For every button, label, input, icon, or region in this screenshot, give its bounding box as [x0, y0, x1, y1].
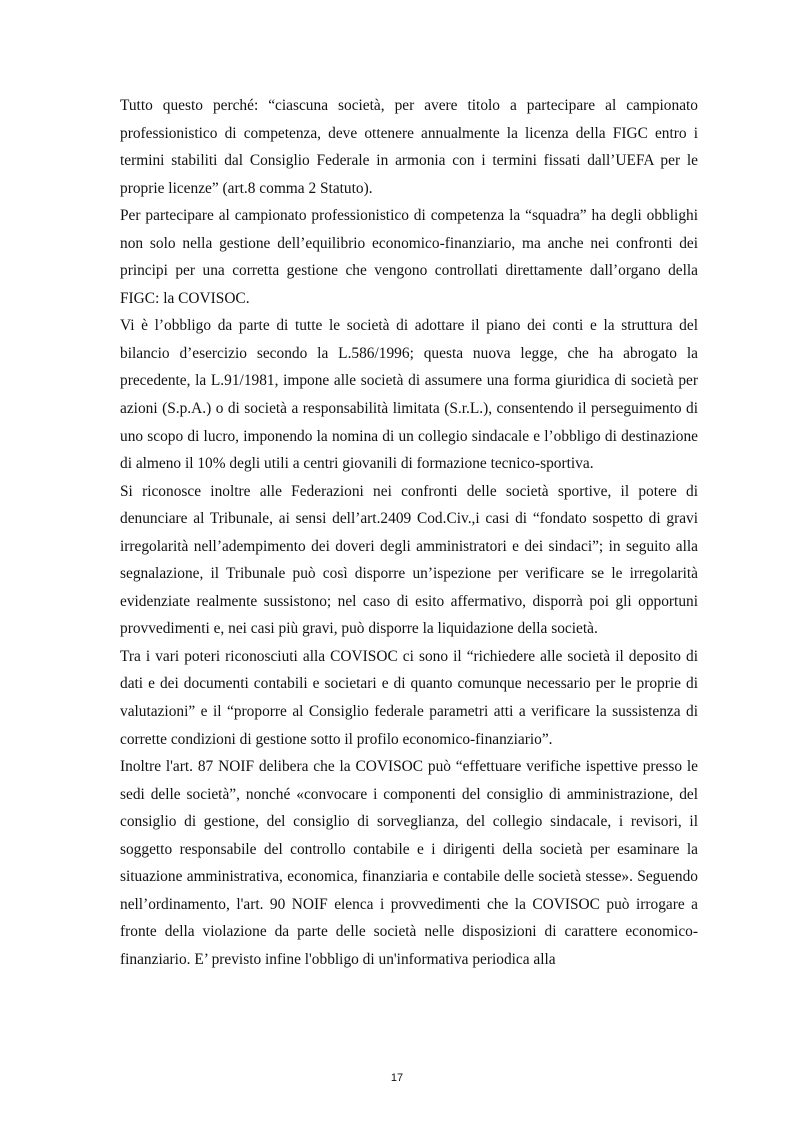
document-body	[120, 92, 698, 974]
paragraph-3: Vi è l’obbligo da parte di tutte le società di adottare il piano dei conti e la struttura del bilancio d’esercizio secondo la L.586/1996; questa nuova legge, che ha abrogato la precedente, la L.91/1981, impone alle società di assumere una forma giuridica di società per azioni (S.p.A.) o di società a responsabilità limitata (S.r.L.), consentendo il perseguimento di uno scopo di lucro, imponendo la nomina di un collegio sindacale e l’obbligo di destinazione di almeno il 10% degli utili a centri giovanili di formazione tecnico-sportiva.	[120, 317, 698, 473]
paragraph-5: Tra i vari poteri riconosciuti alla COVISOC ci sono il “richiedere alle società il deposito di dati e dei documenti contabili e societari e di quanto comunque necessario per le proprie di valutazioni” e il “proporre al Consiglio federale parametri atti a verificare la sussistenza di corrette condizioni di gestione sotto il profilo economico-finanziario”.	[120, 647, 698, 748]
paragraph-6: Inoltre l'art. 87 NOIF delibera che la COVISOC può “effettuare verifiche ispettive presso le sedi delle società”, nonché «convocare i componenti del consiglio di amministrazione, del consiglio di gestione, del consiglio di sorveglianza, del collegio sindacale, i revisori, il soggetto responsabile del controllo contabile e i dirigenti della società per esaminare la situazione amministrativa, economica, finanziaria e contabile delle società stesse». Seguendo nell’ordinamento, l'art. 90 NOIF elenca i provvedimenti che la COVISOC può irrogare a fronte della violazione da parte delle società nelle disposizioni di carattere economico-finanziario. E’ previsto infine l'obbligo di un'informativa periodica alla	[120, 758, 698, 968]
paragraph-1: Tutto questo perché: “ciascuna società, per avere titolo a partecipare al campionato professionistico di competenza, deve ottenere annualmente la licenza della FIGC entro i termini stabiliti dal Consiglio Federale in armonia con i termini fissati dall’UEFA per le proprie licenze” (art.8 comma 2 Statuto).	[120, 97, 698, 197]
page-number: 17	[390, 1072, 404, 1084]
paragraph-2: Per partecipare al campionato professionistico di competenza la “squadra” ha degli obblighi non solo nella gestione dell’equilibrio economico-finanziario, ma anche nei confronti dei principi per una corretta gestione che vengono controllati direttamente dall’organo della FIGC: la COVISOC.	[120, 207, 698, 307]
paragraph-4: Si riconosce inoltre alle Federazioni nei confronti delle società sportive, il potere di denunciare al Tribunale, ai sensi dell’art.2409 Cod.Civ.,i casi di “fondato sospetto di gravi irregolarità nell’adempimento dei doveri degli amministratori e dei sindaci”; in seguito alla segnalazione, il Tribunale può così disporre un’ispezione per verificare se le irregolarità evidenziate realmente sussistono; nel caso di esito affermativo, disporrà poi gli opportuni provvedimenti e, nei casi più gravi, può disporre la liquidazione della società.	[120, 482, 698, 638]
